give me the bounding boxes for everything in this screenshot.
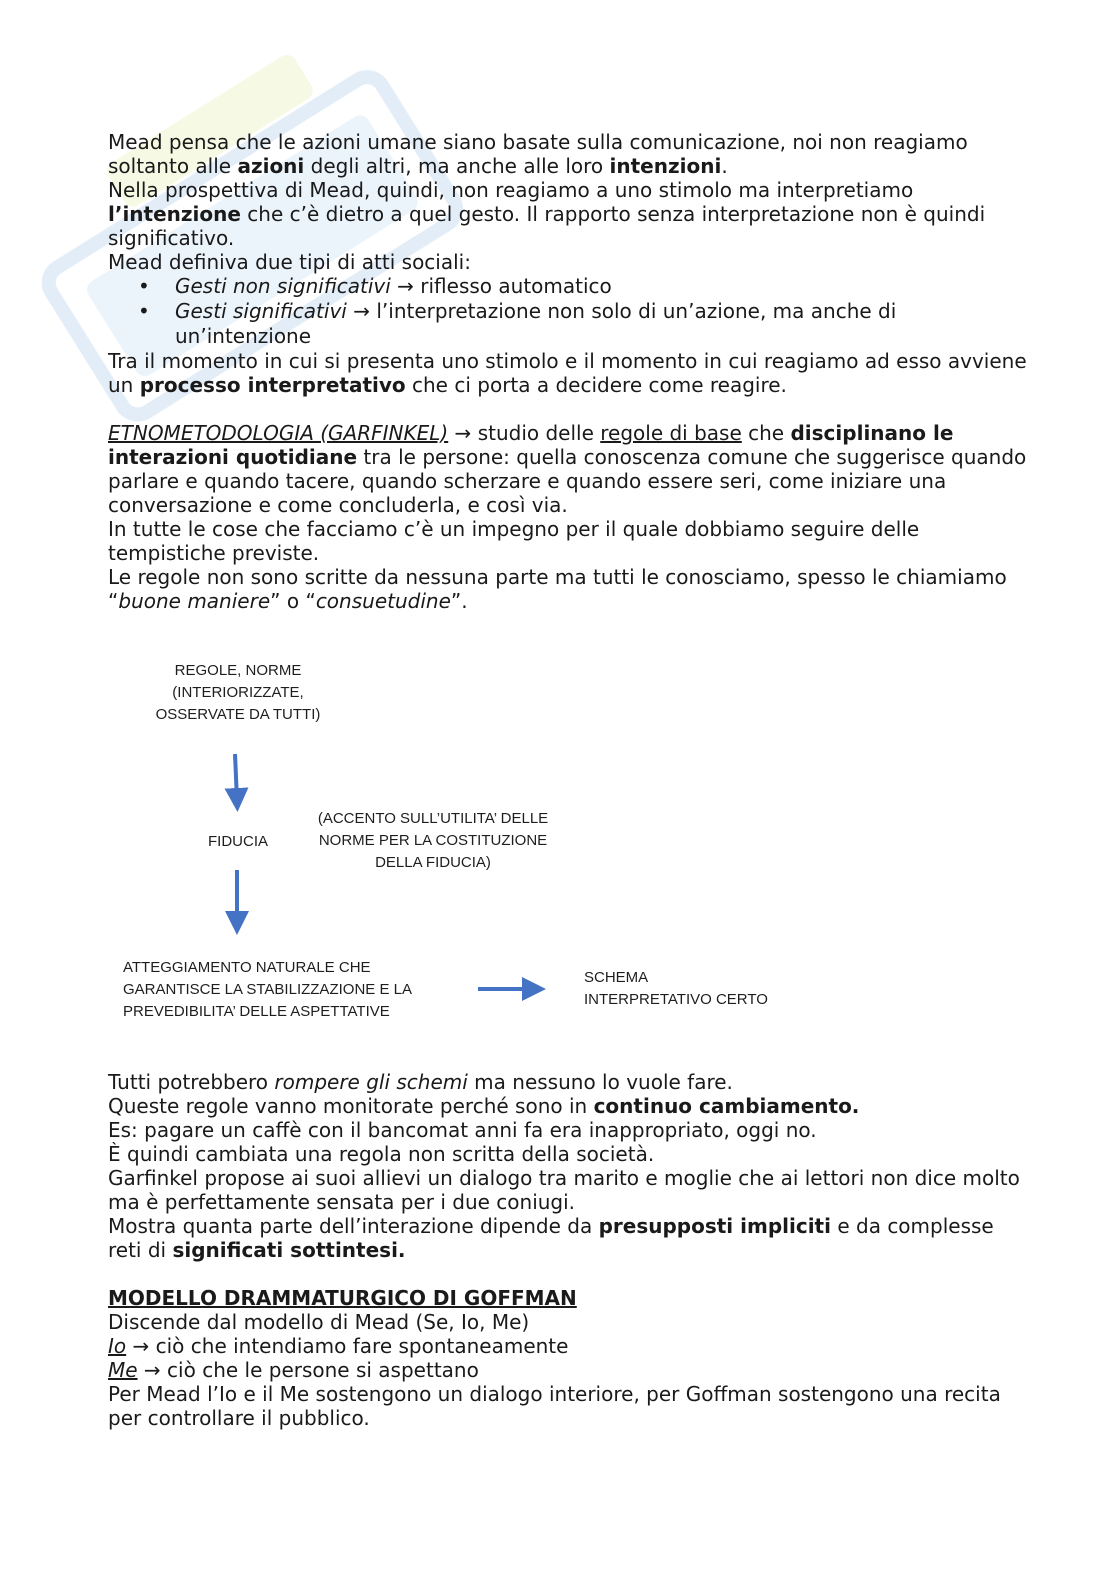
paragraph-garfinkel-dialogue: Garfinkel propose ai suoi allievi un dialogo tra marito e moglie che ai lettori non dice molto ma è perfettamente sensata per i due coniugi. [108, 1166, 1020, 1214]
diagram-node-rules: REGOLE, NORME (INTERIORIZZATE, OSSERVATE DA TUTTI) [155, 662, 321, 723]
main-text-top [108, 130, 1028, 613]
heading-goffman: MODELLO DRAMMATURGICO DI GOFFMAN [108, 1286, 577, 1310]
paragraph-monitoring: Queste regole vanno monitorate perché sono in continuo cambiamento. [108, 1094, 860, 1118]
main-text-bottom [108, 1070, 1028, 1430]
paragraph-io: Io → ciò che intendiamo fare spontaneamente [108, 1334, 569, 1358]
diagram-node-schema: SCHEMA INTERPRETATIVO CERTO [584, 969, 768, 1008]
diagram-node-natural-attitude: ATTEGGIAMENTO NATURALE CHE GARANTISCE LA STABILIZZAZIONE E LA PREVEDIBILITA’ DELLE ASPETTATIVE [123, 959, 412, 1020]
paragraph-me: Me → ciò che le persone si aspettano [108, 1358, 479, 1382]
flow-diagram [108, 660, 808, 1040]
paragraph-example: Es: pagare un caffè con il bancomat anni fa era inappropriato, oggi no. [108, 1118, 817, 1142]
arrow-down-1-icon [235, 754, 237, 800]
paragraph-mead-perspective: Nella prospettiva di Mead, quindi, non reagiamo a uno stimolo ma interpretiamo l’intenzione che c’è dietro a quel gesto. Il rapporto senza interpretazione non è quindi significativo. [108, 178, 986, 250]
bullet-icon: • [138, 299, 150, 323]
diagram-node-trust: FIDUCIA [208, 833, 268, 850]
paragraph-ethnomethodology: ETNOMETODOLOGIA (GARFINKEL) → studio delle regole di base che disciplinano le interazioni quotidiane tra le persone: quella conoscenza comune che suggerisce quando parlare e quando tacere, quando scherzare e quando essere seri, come iniziare una conversazione e come concluderla, e così via. [108, 421, 1027, 517]
paragraph-descends: Discende dal modello di Mead (Se, Io, Me) [108, 1310, 530, 1334]
paragraph-mead-intro: Mead pensa che le azioni umane siano basate sulla comunicazione, noi non reagiamo soltanto alle azioni degli altri, ma anche alle loro intenzioni. [108, 130, 968, 178]
list-item: • Gesti significativi → l’interpretazione non solo di un’azione, ma anche di un’intenzione [138, 299, 897, 348]
paragraph-dialogue-recita: Per Mead l’Io e il Me sostengono un dialogo interiore, per Goffman sostengono una recita per controllare il pubblico. [108, 1382, 1001, 1430]
diagram-arrows [108, 660, 808, 1040]
paragraph-break-schemes: Tutti potrebbero rompere gli schemi ma nessuno lo vuole fare. [108, 1070, 733, 1094]
diagram-note-trust: (ACCENTO SULL’UTILITA’ DELLE NORME PER LA COSTITUZIONE DELLA FIDUCIA) [317, 810, 549, 871]
paragraph-social-acts: Mead definiva due tipi di atti sociali: [108, 250, 471, 274]
paragraph-unwritten-rules: Le regole non sono scritte da nessuna parte ma tutti le conosciamo, spesso le chiamiamo “buone maniere” o “consuetudine”. [108, 565, 1007, 613]
bullet-icon: • [138, 274, 150, 298]
paragraph-interpretive-process: Tra il momento in cui si presenta uno stimolo e il momento in cui reagiamo ad esso avviene un processo interpretativo che ci porta a decidere come reagire. [108, 349, 1027, 397]
paragraph-changed-rule: È quindi cambiata una regola non scritta della società. [108, 1142, 655, 1166]
paragraph-timing: In tutte le cose che facciamo c’è un impegno per il quale dobbiamo seguire delle tempistiche previste. [108, 517, 920, 565]
paragraph-implicit: Mostra quanta parte dell’interazione dipende da presupposti impliciti e da complesse reti di significati sottintesi. [108, 1214, 994, 1262]
bullet-list-gestures [108, 274, 1028, 349]
list-item: • Gesti non significativi → riflesso automatico [138, 274, 612, 298]
